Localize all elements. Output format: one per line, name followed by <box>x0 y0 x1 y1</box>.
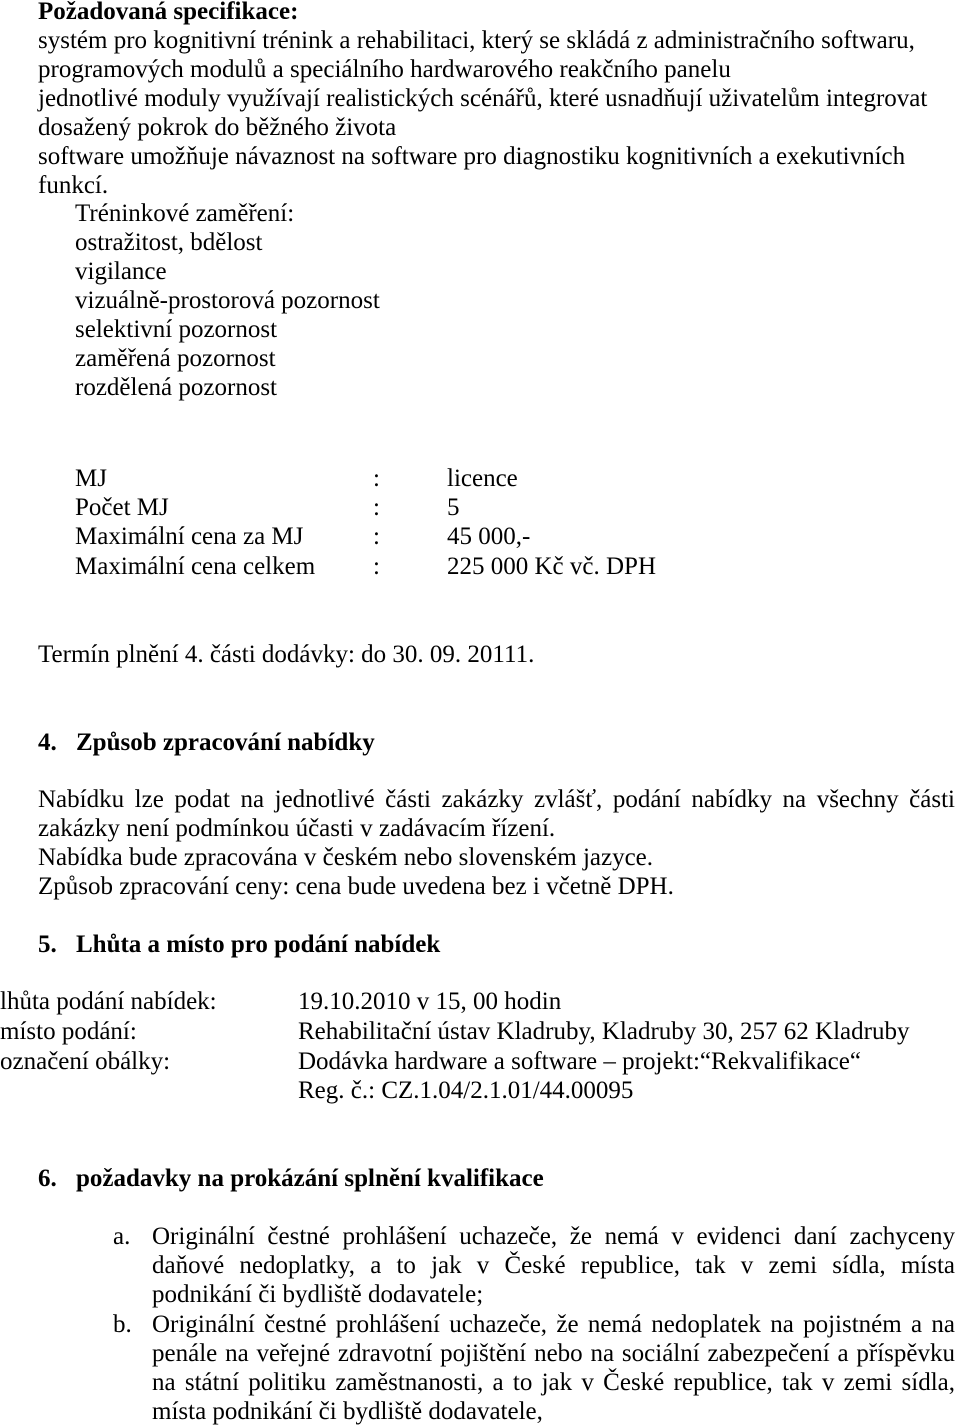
pricing-separator: : <box>373 494 380 521</box>
pricing-label: Maximální cena za MJ <box>75 523 304 550</box>
section-number: 6. <box>38 1165 57 1192</box>
list-marker: a. <box>113 1223 131 1250</box>
submission-label: označení obálky: <box>0 1048 171 1075</box>
training-focus-item: rozdělená pozornost <box>75 374 278 401</box>
paragraph-line: Nabídka bude zpracována v českém nebo slovenském jazyce. <box>38 844 654 871</box>
section-title: Lhůta a místo pro podání nabídek <box>76 931 441 958</box>
training-focus-item: zaměřená pozornost <box>75 345 276 372</box>
list-item-line: daňové nedoplatky, a to jak v České republice, tak v zemi sídla, místa <box>152 1252 955 1279</box>
pricing-value: 225 000 Kč vč. DPH <box>447 553 657 580</box>
pricing-separator: : <box>373 523 380 550</box>
pricing-label: MJ <box>75 465 107 492</box>
submission-label: místo podání: <box>0 1018 137 1045</box>
paragraph-line: Nabídku lze podat na jednotlivé části zakázky zvlášť, podání nabídky na všechny části <box>38 786 955 813</box>
delivery-deadline: Termín plnění 4. části dodávky: do 30. 09. 20111. <box>38 641 535 668</box>
section-title: Způsob zpracování nabídky <box>76 729 375 756</box>
training-focus-label: Tréninkové zaměření: <box>75 200 295 227</box>
submission-value: Dodávka hardware a software – projekt:“Rekvalifikace“ <box>298 1048 861 1075</box>
list-item-line: Originální čestné prohlášení uchazeče, že nemá v evidenci daní zachyceny <box>152 1223 955 1250</box>
training-focus-item: vigilance <box>75 258 167 285</box>
list-item-line: na státní politiku zaměstnanosti, a to jak v České republice, tak v zemi sídla, <box>152 1369 955 1396</box>
specification-line: funkcí. <box>38 172 109 199</box>
list-marker: b. <box>113 1311 132 1338</box>
section-number: 5. <box>38 931 57 958</box>
submission-value: 19.10.2010 v 15, 00 hodin <box>298 988 562 1015</box>
pricing-label: Počet MJ <box>75 494 169 521</box>
pricing-separator: : <box>373 465 380 492</box>
training-focus-item: vizuálně-prostorová pozornost <box>75 287 380 314</box>
specification-line: dosažený pokrok do běžného života <box>38 114 397 141</box>
list-item-line: penále na veřejné zdravotní pojištění nebo na sociální zabezpečení a příspěvku <box>152 1340 955 1367</box>
specification-line: programových modulů a speciálního hardwarového reakčního panelu <box>38 56 731 83</box>
paragraph-line: Způsob zpracování ceny: cena bude uvedena bez i včetně DPH. <box>38 873 674 900</box>
pricing-value: licence <box>447 465 518 492</box>
paragraph-line: zakázky není podmínkou účasti v zadávacím řízení. <box>38 815 556 842</box>
specification-line: systém pro kognitivní trénink a rehabilitaci, který se skládá z administračního softwaru, <box>38 27 915 54</box>
list-item-line: místa podnikání či bydliště dodavatele, <box>152 1398 543 1425</box>
section-title: požadavky na prokázání splnění kvalifikace <box>76 1165 544 1192</box>
registration-number: Reg. č.: CZ.1.04/2.1.01/44.00095 <box>298 1077 634 1104</box>
pricing-label: Maximální cena celkem <box>75 553 316 580</box>
section-number: 4. <box>38 729 57 756</box>
specification-line: jednotlivé moduly využívají realistických scénářů, které usnadňují uživatelům integrovat <box>38 85 928 112</box>
list-item-line: Originální čestné prohlášení uchazeče, že nemá nedoplatek na pojistném a na <box>152 1311 955 1338</box>
training-focus-item: ostražitost, bdělost <box>75 229 263 256</box>
pricing-separator: : <box>373 553 380 580</box>
submission-value: Rehabilitační ústav Kladruby, Kladruby 30, 257 62 Kladruby <box>298 1018 910 1045</box>
submission-label: lhůta podání nabídek: <box>0 988 217 1015</box>
training-focus-item: selektivní pozornost <box>75 316 278 343</box>
specification-line: software umožňuje návaznost na software pro diagnostiku kognitivních a exekutivních <box>38 143 906 170</box>
list-item-line: podnikání či bydliště dodavatele; <box>152 1281 484 1308</box>
specification-heading: Požadovaná specifikace: <box>38 0 299 25</box>
pricing-value: 45 000,- <box>447 523 531 550</box>
pricing-value: 5 <box>447 494 460 521</box>
